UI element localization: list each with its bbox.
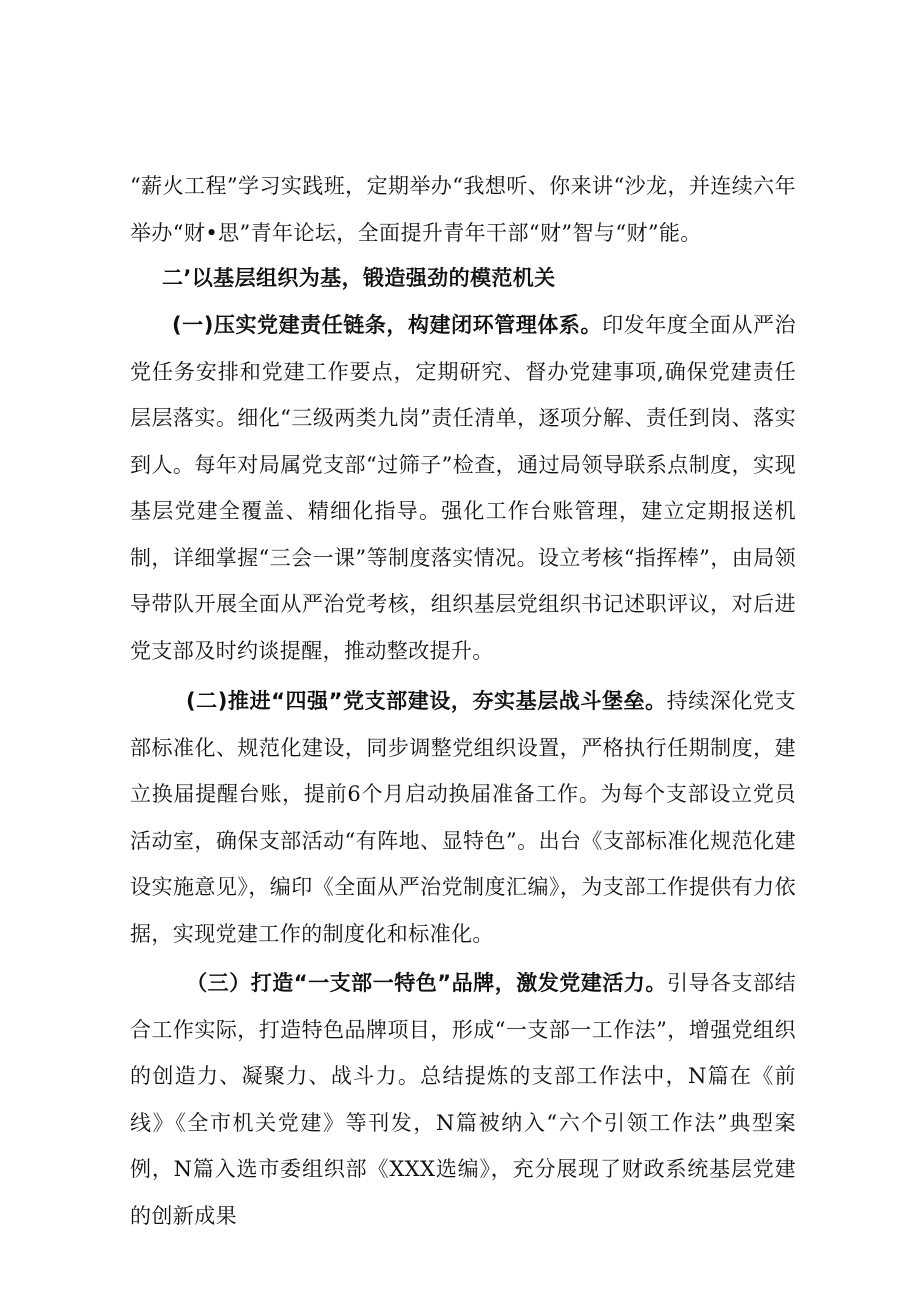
section-lead-1: (一)压实党建责任链条，构建闭环管理体系。: [172, 313, 603, 337]
section-paragraph-2: [130, 678, 796, 957]
section-body-3: 引导各支部结合工作实际，打造特色品牌项目，形成“一支部一工作法”，增强党组织的创造力、凝聚力、战斗力。总结提炼的支部工作法中，N篇在《前线》《全市机关党建》等刊发，N篇被纳入“六个引领工作法”典型案例，N篇入选市委组织部《XXX选编》，充分展现了财政系统基层党建的创新成果: [130, 971, 796, 1228]
section-body-1: 印发年度全面从严治党任务安排和党建工作要点，定期研究、督办党建事项,确保党建责任层层落实。细化“三级两类九岗”责任清单，逐项分解、责任到岗、落实到人。每年对局属党支部“过筛子”检查，通过局领导联系点制度，实现基层党建全覆盖、精细化指导。强化工作台账管理，建立定期报送机制，详细掌握“三会一课”等制度落实情况。设立考核“指挥棒”，由局领导带队开展全面从严治党考核，组织基层党组织书记述职评议，对后进党支部及时约谈提醒，推动整改提升。: [130, 313, 797, 663]
section-body-2: 持续深化党支部标准化、规范化建设，同步调整党组织设置，严格执行任期制度，建立换届提醒台账，提前6个月启动换届准备工作。为每个支部设立党员活动室，确保支部活动“有阵地、显特色”。出台《支部标准化规范化建设实施意见》，编印《全面从严治党制度汇编》，为支部工作提供有力依据，实现党建工作的制度化和标准化。: [130, 689, 796, 946]
section-lead-3: （三）打造“一支部一特色”品牌，激发党建活力。: [186, 971, 667, 995]
section-heading: 二’以基层组织为基，锻造强劲的模范机关: [162, 266, 556, 290]
section-paragraph-1: [130, 302, 796, 674]
section-paragraph-3: [130, 960, 796, 1239]
section-lead-2: (二)推进“四强”党支部建设，夯实基层战斗堡垒。: [186, 689, 667, 713]
continuation-paragraph: “薪火工程”学习实践班，定期举办“我想听、你来讲“沙龙，并连续六年举办“财•思”青年论坛，全面提升青年干部“财”智与“财”能。: [130, 174, 796, 245]
